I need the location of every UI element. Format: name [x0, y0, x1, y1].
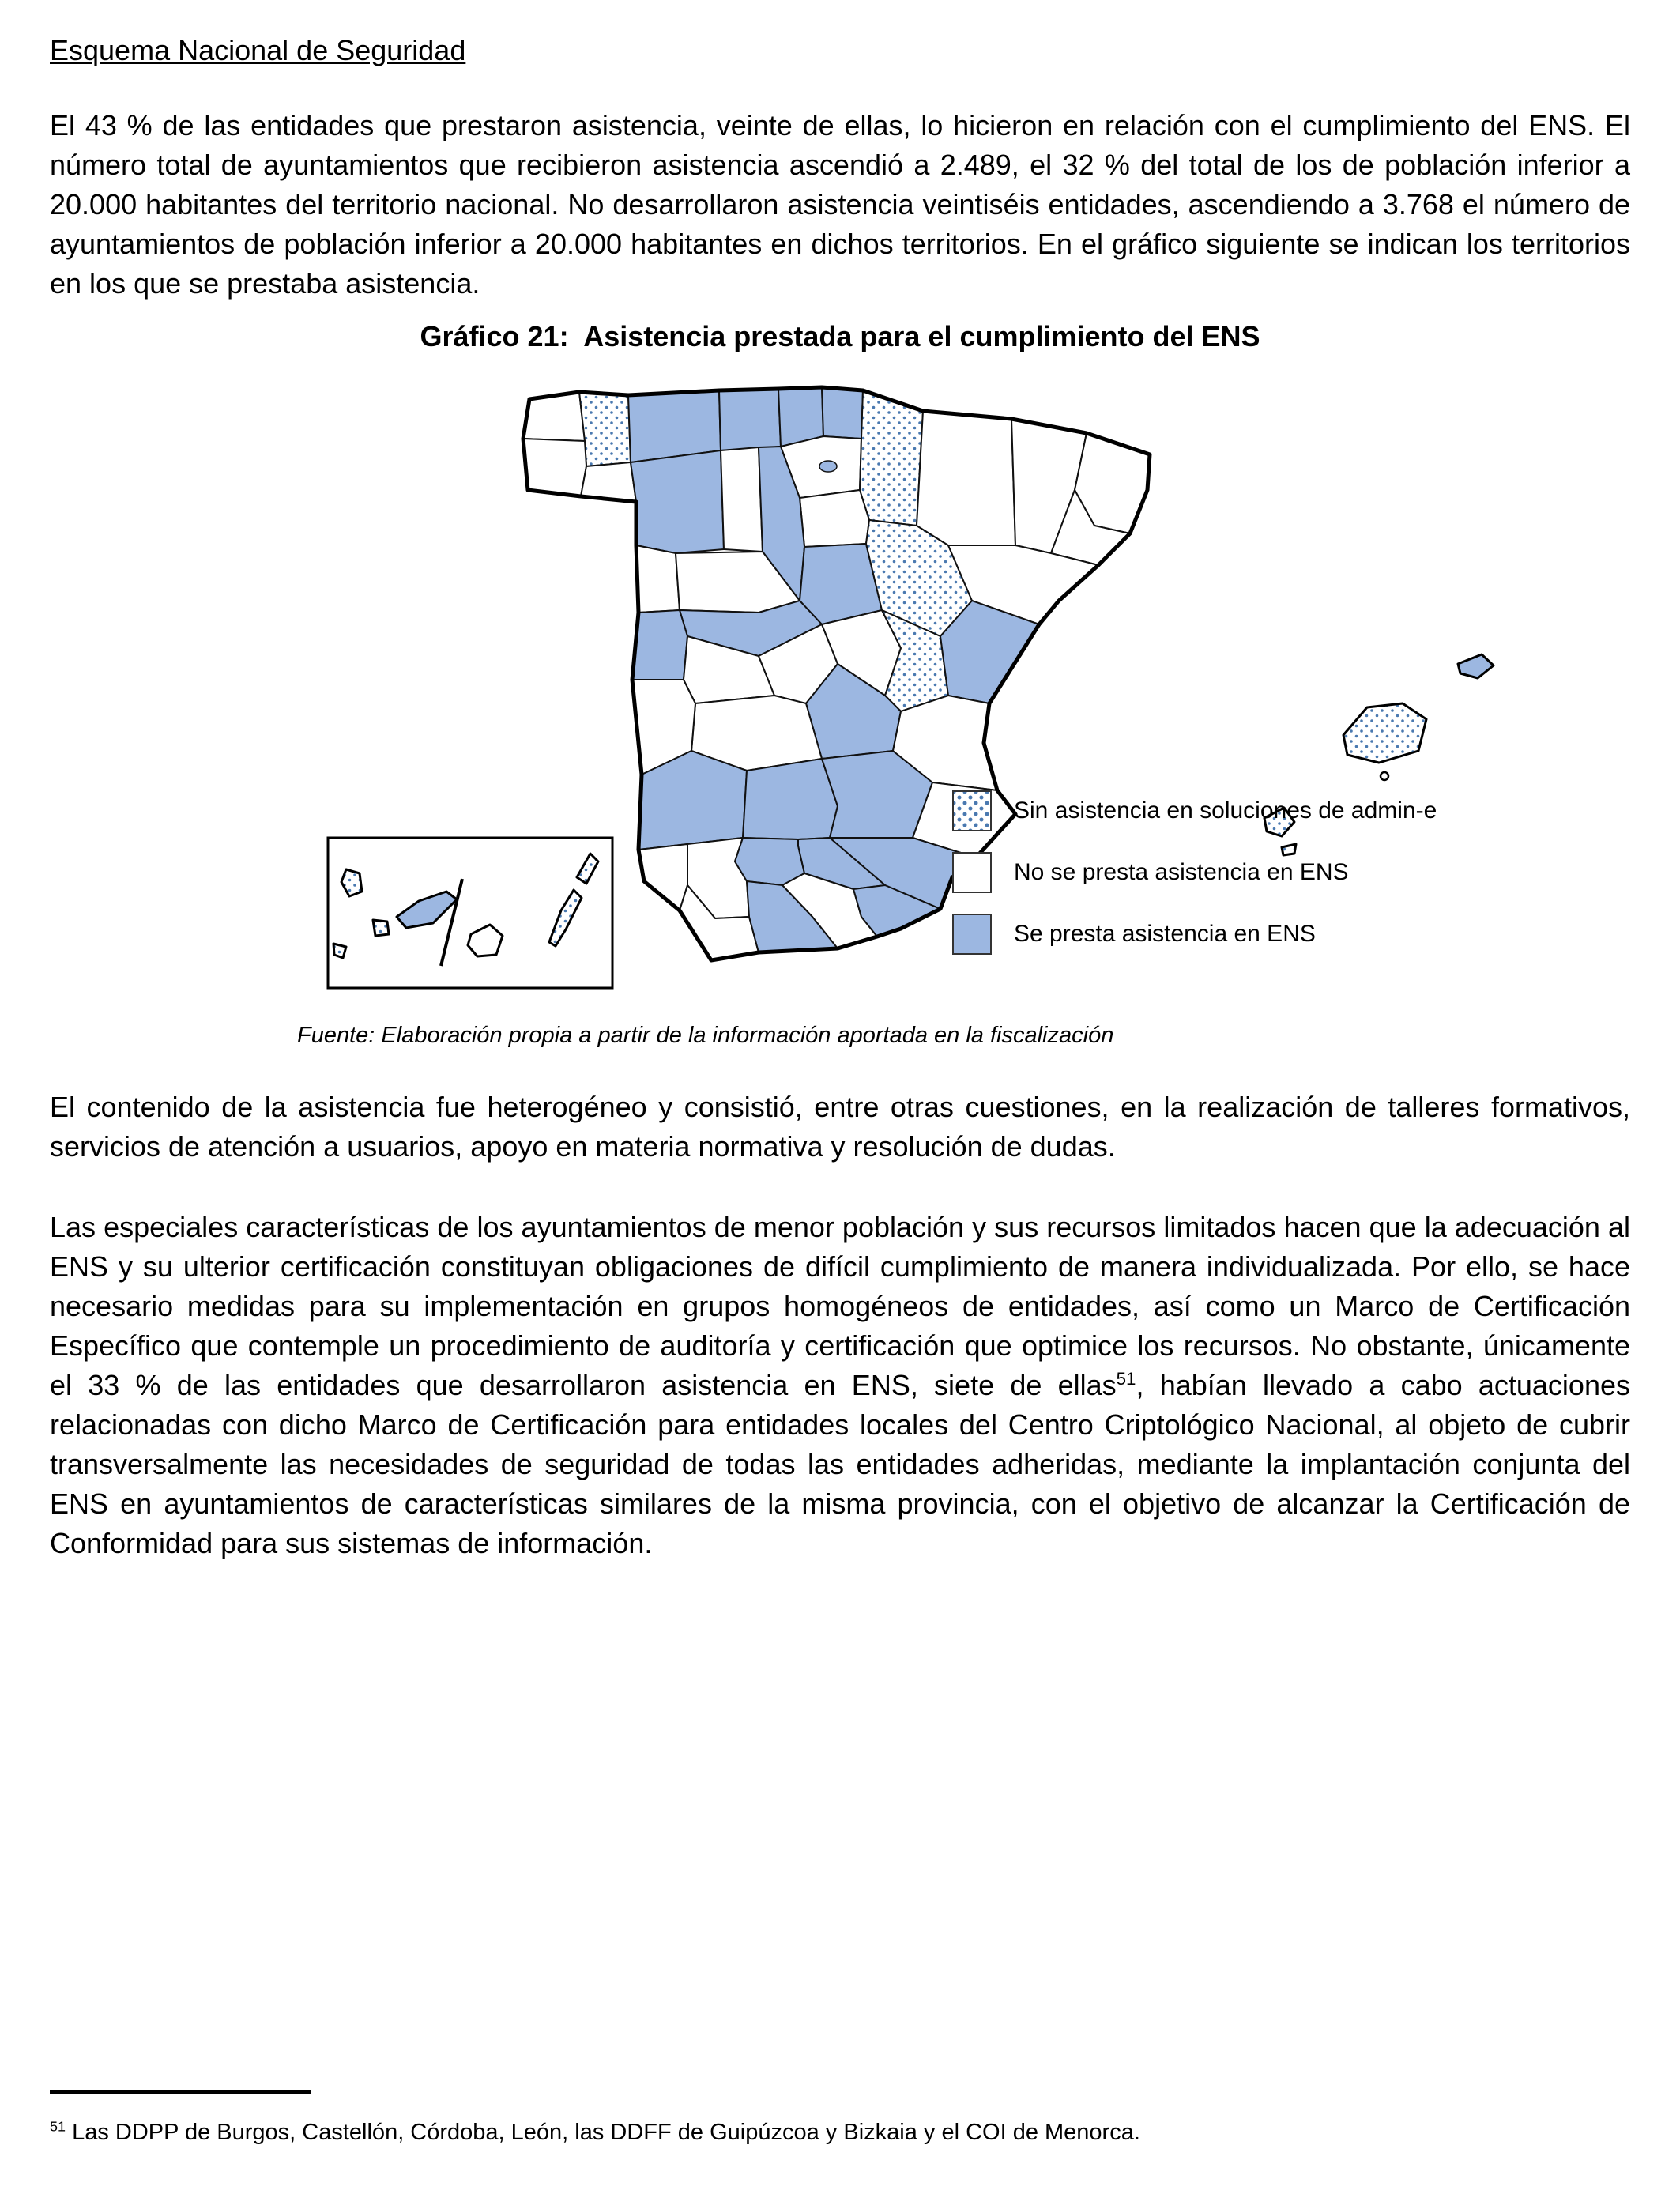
paragraph-3	[50, 1208, 1630, 1563]
footnote	[50, 2117, 1630, 2148]
province-huelva	[638, 844, 687, 910]
island-cabrera	[1381, 772, 1388, 780]
map-legend	[952, 790, 1437, 975]
footnote-number: 51	[50, 2118, 66, 2135]
section-heading: Esquema Nacional de Seguridad	[50, 34, 466, 66]
footnote-text: Las DDPP de Burgos, Castellón, Córdoba, León, las DDFF de Guipúzcoa y Bizkaia y el COI de Menorca.	[72, 2120, 1140, 2145]
province-leon	[631, 450, 724, 553]
province-salamanca	[632, 610, 687, 680]
province-zamora	[636, 545, 680, 613]
paragraph-2: El contenido de la asistencia fue heterogéneo y consistió, entre otras cuestiones, en la realización de talleres formativos, servicios de atención a usuarios, apoyo en materia normativa y resolución de dudas.	[50, 1091, 1630, 1163]
legend-item-no-admin	[952, 790, 1437, 831]
footnote-separator	[50, 2090, 311, 2094]
province-ciudad-real	[743, 759, 838, 839]
island-lanzarote	[577, 854, 598, 884]
paragraph-1: El 43 % de las entidades que prestaron asistencia, veinte de ellas, lo hicieron en relación con el cumplimiento del ENS. El número total de ayuntamientos que recibieron asistencia ascendió a 2.489, el 32 % del total de los de población inferior a 20.000 habitantes del territorio nacional. No desarrollaron asistencia veintiséis entidades, ascendiendo a 3.768 el número de ayuntamientos de población inferior a 20.000 habitantes en dichos territorios. En el gráfico siguiente se indican los territorios en los que se prestaba asistencia.	[50, 109, 1630, 300]
legend-item-ens	[952, 914, 1437, 955]
province-cantabria	[719, 389, 781, 450]
province-navarra	[860, 390, 923, 526]
footnote-reference: 51	[1116, 1369, 1136, 1389]
island-la-palma	[341, 869, 362, 896]
island-tenerife	[397, 892, 457, 928]
province-pontevedra	[523, 439, 586, 496]
province-trevino-enclave	[819, 461, 837, 472]
figure-source: Fuente: Elaboración propia a partir de la información aportada en la fiscalización	[297, 1023, 1114, 1048]
island-fuerteventura	[549, 890, 582, 946]
legend-swatch-white	[952, 852, 992, 893]
province-la-rioja	[800, 490, 869, 547]
legend-label: Sin asistencia en soluciones de admin-e	[1014, 797, 1437, 824]
legend-swatch-blue	[952, 914, 992, 955]
island-mallorca	[1343, 703, 1426, 763]
legend-swatch-dotted	[952, 790, 992, 831]
province-lugo	[579, 392, 631, 466]
island-el-hierro	[333, 944, 346, 958]
paragraph-3-text-b: , habían llevado a cabo actuaciones relacionadas con dicho Marco de Certificación para entidades locales del Centro Criptológico Nacional, al objeto de cubrir transversalmente las necesidades de seguridad de todas las entidades adheridas, mediante la implantación conjunta del ENS en ayuntamientos de características similares de la misma provincia, con el objetivo de alcanzar la Certificación de Conformidad para sus sistemas de información.	[50, 1369, 1630, 1559]
island-la-gomera	[373, 920, 389, 936]
province-gipuzkoa	[822, 387, 863, 439]
map-figure	[50, 364, 1630, 996]
province-huesca	[917, 411, 1015, 545]
footnote-block	[50, 2090, 1630, 2148]
paragraph-3-text-a: Las especiales características de los ayuntamientos de menor población y sus recursos limitados hacen que la adecuación al ENS y su ulterior certificación constituyan obligaciones de difícil cumplimiento de manera individualizada. Por ello, se hace necesario medidas para su implementación en grupos homogéneos de entidades, así como un Marco de Certificación Específico que contemple un procedimiento de auditoría y certificación que optimice los recursos. No obstante, únicamente el 33 % de las entidades que desarrollaron asistencia en ENS, siete de ellas	[50, 1211, 1630, 1401]
island-gran-canaria	[468, 925, 503, 956]
island-menorca	[1458, 654, 1494, 678]
legend-label: No se presta asistencia en ENS	[1014, 859, 1349, 885]
legend-label: Se presta asistencia en ENS	[1014, 921, 1316, 947]
figure-title: Gráfico 21: Asistencia prestada para el cumplimiento del ENS	[420, 320, 1260, 352]
legend-item-no-ens	[952, 852, 1437, 893]
province-palencia	[721, 447, 763, 552]
